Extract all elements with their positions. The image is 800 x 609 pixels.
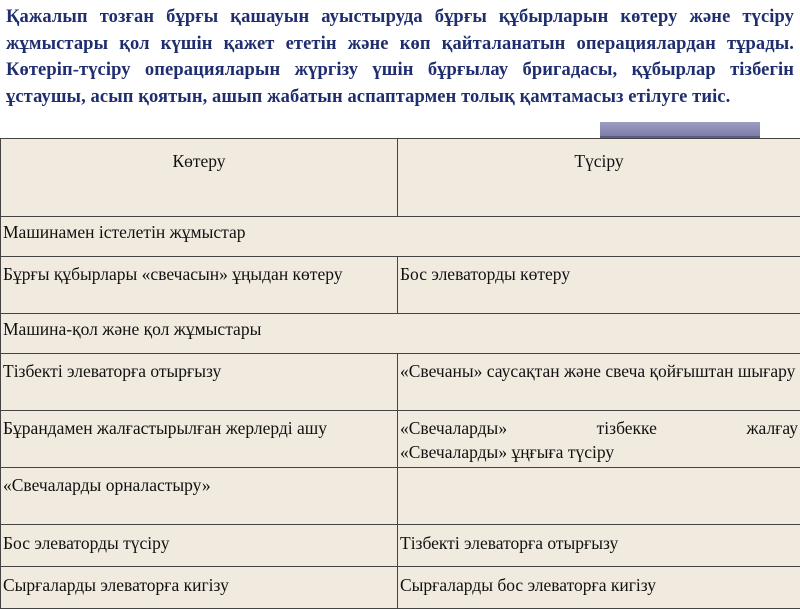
header-lower: Түсіру — [398, 139, 800, 217]
cell-lower: Сырғаларды бос элеваторға кигізу — [398, 567, 800, 609]
cell-lower: Бос элеваторды көтеру — [398, 257, 800, 314]
cell-lift: Бұрғы құбырлары «свечасын» ұңыдан көтеру — [1, 257, 398, 314]
intro-paragraph: Қажалып тозған бұрғы қашауын ауыстыруда бұрғы құбырларын көтеру және түсіру жұмыстары қол күшін қажет ететін және көп қайталанатын операциялардан тұрады. Көтеріп-түсіру операцияларын жүргізу үшін бұрғылау бригадасы, құбырлар тізбегін ұстаушы, асып қоятын, ашып жабатын аспаптармен толық қамтамасыз етілуге тиіс. — [6, 4, 794, 110]
cell-lower — [398, 411, 800, 468]
section-manual-label: Машина-қол және қол жұмыстары — [1, 314, 800, 354]
cell-lower-line-2: «Свечаларды» ұңғыға түсіру — [400, 440, 798, 464]
table-row — [1, 468, 800, 525]
cell-lift: Тізбекті элеваторға отырғызу — [1, 354, 398, 411]
cell-lift: Сырғаларды элеваторға кигізу — [1, 567, 398, 609]
cell-lift: «Свечаларды орналастыру» — [1, 468, 398, 525]
cell-lower: «Свечаны» саусақтан және свеча қойғыштан шығару — [398, 354, 800, 411]
cell-lower-line-1: «Свечаларды» тізбекке жалғау — [400, 416, 798, 440]
table-row — [1, 354, 800, 411]
cell-lower: Тізбекті элеваторға отырғызу — [398, 525, 800, 567]
section-machine-label: Машинамен істелетін жұмыстар — [1, 217, 800, 257]
cell-lift: Бос элеваторды түсіру — [1, 525, 398, 567]
table-row — [1, 257, 800, 314]
table-header-row — [1, 139, 800, 217]
operations-table — [0, 138, 800, 609]
table-row — [1, 567, 800, 609]
decorative-bar — [600, 122, 760, 138]
header-lift: Көтеру — [1, 139, 398, 217]
section-row — [1, 314, 800, 354]
cell-lower — [398, 468, 800, 525]
table-row — [1, 525, 800, 567]
table-row — [1, 411, 800, 468]
cell-lift: Бұрандамен жалғастырылған жерлерді ашу — [1, 411, 398, 468]
section-row — [1, 217, 800, 257]
